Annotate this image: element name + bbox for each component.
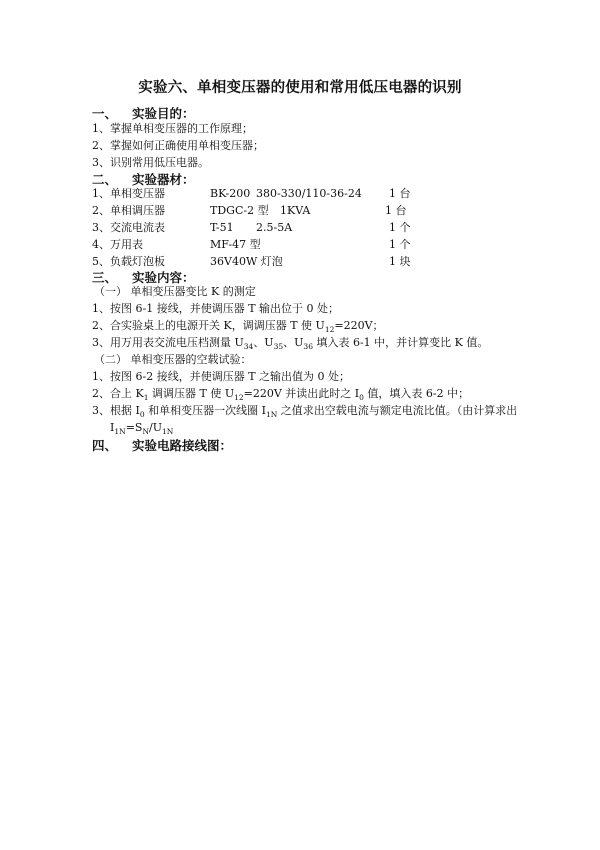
objective-item: 2、掌握如何正确使用单相变压器； — [92, 139, 264, 152]
procedure-step: 2、合实验桌上的电源开关 K，调调压器 T 使 $U_{12}=220V$； — [92, 319, 384, 335]
equipment-qty: 1 台 — [389, 187, 411, 200]
equipment-qty: 1 个 — [389, 221, 411, 234]
section-heading-equipment: 二、 实验器材： — [92, 172, 195, 187]
section-heading-wiring-diagram: 四、 实验电路接线图： — [92, 438, 233, 453]
equipment-spec: 2.5-5A — [256, 221, 293, 234]
section-heading-content: 三、 实验内容： — [92, 270, 195, 285]
equipment-name: 负载灯泡板 — [110, 255, 165, 268]
equipment-qty: 1 台 — [385, 204, 407, 217]
equipment-model: T-51 — [210, 221, 234, 234]
objective-item: 1、掌握单相变压器的工作原理； — [92, 122, 253, 135]
subsection-heading: （二） 单相变压器的空载试验： — [94, 353, 252, 366]
equipment-model: BK-200 — [210, 187, 251, 200]
document-title: 实验六、单相变压器的使用和常用低压电器的识别 — [138, 79, 462, 96]
equipment-name: 单相调压器 — [110, 204, 165, 217]
equipment-model: MF-47 型 — [210, 238, 261, 251]
procedure-step: 1、按图 6-1 接线，并使调压器 T 输出位于 0 处； — [92, 302, 340, 315]
equipment-model: 36V40W 灯泡 — [210, 255, 283, 268]
formula-line: $I_{1N}=S_N/U_{1N}$ — [110, 421, 174, 437]
equipment-name: 万用表 — [110, 238, 143, 251]
section-heading-objectives: 一、 实验目的： — [92, 106, 195, 121]
equipment-qty: 1 块 — [389, 255, 411, 268]
equipment-qty: 1 个 — [389, 238, 411, 251]
equipment-name: 单相变压器 — [110, 187, 165, 200]
subsection-heading: （一） 单相变压器变比 K 的测定 — [94, 285, 256, 298]
document-page: 实验六、单相变压器的使用和常用低压电器的识别 一、 实验目的： 1、掌握单相变压器的工作原理； 2、掌握如何正确使用单相变压器； 3、识别常用低压电器。 二、 实验器材： 1、 单相变压器 BK-200 380-330/110-36-24 1 台 2、 单相调压器 TDGC-2 型 1KVA 1 台 3、 交流电流表 T-51 2.5-5A 1 个 4、 万用表 MF-47 型 1 个 5、 负载灯泡板 36V40W 灯泡 1 块 三、 实验内容： （一） 单相变压器变比 K 的测定 1、按图 6-1 接线，并使调压器 T 输出位于 0 处； 2、合实验桌上的电源开关 K，调调压器 T 使 $U_{12}=220V$； 3、用万用表交流电压档测量 $U_{34}$、$U_{35}$、$U_{36}$ 填入表 6-1 中，并计算变比 K 值。 （二） 单相变压器的空载试验： 1、按图 6-2 接线，并使调压器 T 之输出值为 0 处； 2、合上 $K_1$ 调调压器 T 使 $U_{12}=220V$ 并读出此时之 $I_0$ 值，填入表 6-2 中； 3、根据 $I_0$ 和单相变压器一次线圈 $I_{1N}$ 之值求出空载电流与额定电流比值。（由计算求出 $I_{1N}=S_N/U_{1N}$ 四、 实验电路接线图： — [0, 0, 600, 850]
procedure-step: 2、合上 $K_1$ 调调压器 T 使 $U_{12}=220V$ 并读出此时之 $I_0$ 值，填入表 6-2 中； — [92, 387, 470, 403]
objective-item: 3、识别常用低压电器。 — [92, 156, 209, 169]
equipment-name: 交流电流表 — [110, 221, 165, 234]
procedure-step: 3、根据 $I_0$ 和单相变压器一次线圈 $I_{1N}$ 之值求出空载电流与额定电流比值。（由计算求出 — [92, 404, 518, 420]
procedure-step: 3、用万用表交流电压档测量 $U_{34}$、$U_{35}$、$U_{36}$ 填入表 6-1 中，并计算变比 K 值。 — [92, 336, 489, 352]
procedure-step: 1、按图 6-2 接线，并使调压器 T 之输出值为 0 处； — [92, 370, 351, 383]
equipment-spec: 1KVA — [280, 204, 311, 217]
equipment-spec: 380-330/110-36-24 — [256, 187, 362, 200]
equipment-model: TDGC-2 型 — [210, 204, 269, 217]
